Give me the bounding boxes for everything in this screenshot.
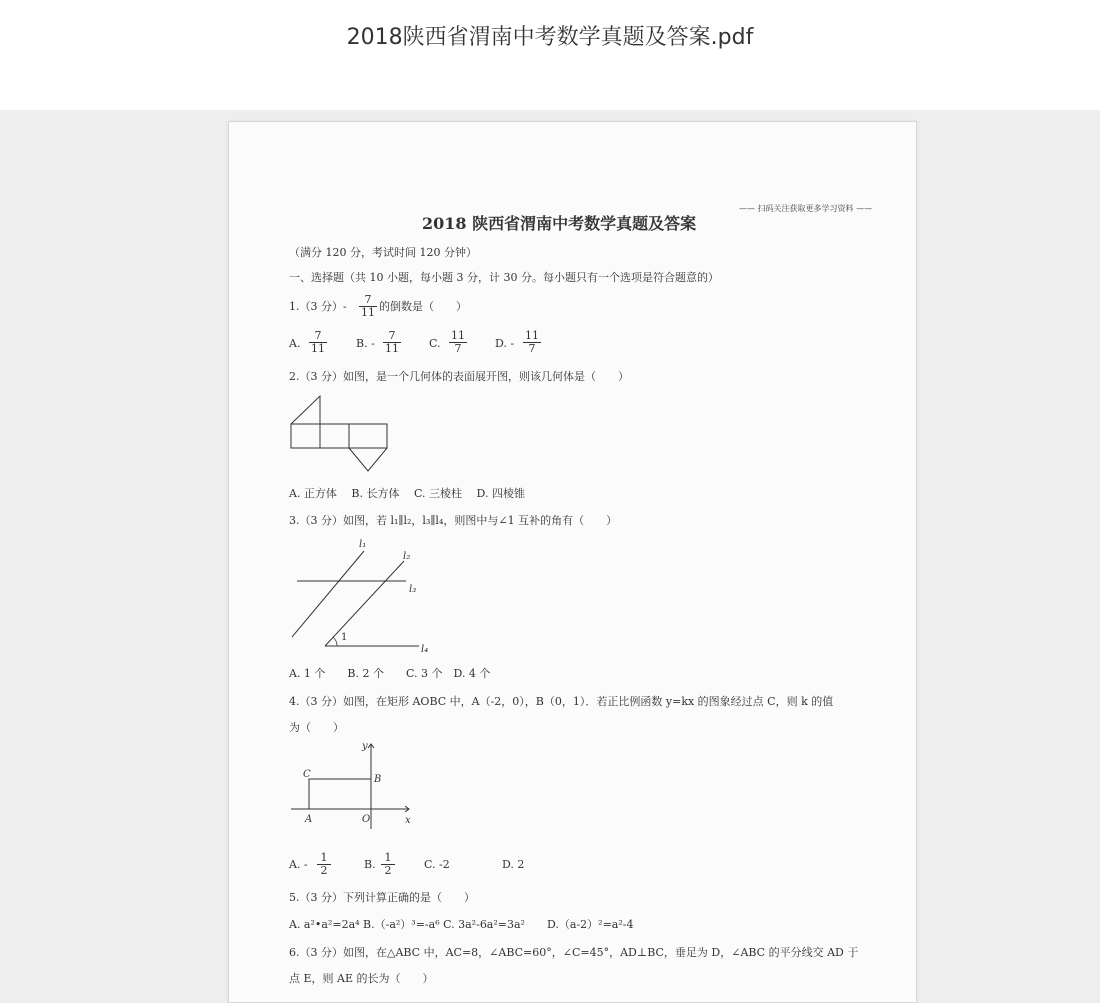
q1-option-b: $\frac{7}{11}$ <box>385 329 399 355</box>
q1-post: 的倒数是（ ） <box>379 300 467 313</box>
q4-label-x: x <box>405 815 411 826</box>
q4-option-d: D. 2 <box>502 858 525 871</box>
q2-text: 2.（3 分）如图，是一个几何体的表面展开图，则该几何体是（ ） <box>289 370 629 383</box>
q3-label-angle: 1 <box>341 632 348 643</box>
exam-meta: （满分 120 分，考试时间 120 分钟） <box>289 246 477 259</box>
q1-option-d-label: D. - <box>495 337 515 350</box>
q2-net-figure <box>289 394 389 474</box>
viewer-header <box>0 0 1100 110</box>
q4-label-c: C <box>303 769 311 780</box>
q4-label-b: B <box>374 774 382 785</box>
page-title: 2018 陕西省渭南中考数学真题及答案 <box>422 214 697 233</box>
q4-label-o: O <box>362 814 371 825</box>
q4-line2: 为（ ） <box>289 721 344 734</box>
q4-option-a: $\frac{1}{2}$ <box>317 852 331 877</box>
q1-fraction: $\frac{7}{11}$ <box>361 293 375 319</box>
q6-line2: 点 E，则 AE 的长为（ ） <box>289 972 434 985</box>
q3-label-l4: l₄ <box>421 644 429 655</box>
q1-pre: 1.（3 分）- <box>289 300 347 313</box>
q3-label-l2: l₂ <box>403 551 411 562</box>
q5-text: 5.（3 分）下列计算正确的是（ ） <box>289 891 475 904</box>
side-note: —— 扫码关注获取更多学习资料 —— <box>739 204 873 213</box>
q1-option-b-label: B. - <box>356 337 375 350</box>
q6-line1: 6.（3 分）如图，在△ABC 中，AC=8，∠ABC=60°，∠C=45°，AD⊥BC，垂足为 D，∠ABC 的平分线交 AD 于 <box>289 946 859 959</box>
q3-text: 3.（3 分）如图，若 l₁∥l₂，l₃∥l₄，则图中与∠1 互补的角有（ ） <box>289 514 618 527</box>
q1-option-d: $\frac{11}{7}$ <box>525 329 539 355</box>
q3-options: A. 1 个 B. 2 个 C. 3 个 D. 4 个 <box>289 667 491 680</box>
q3-lines-figure <box>289 534 449 654</box>
q2-options: A. 正方体 B. 长方体 C. 三棱柱 D. 四棱锥 <box>289 487 525 500</box>
q5-options: A. a²•a²=2a⁴ B.（-a²）³=-a⁶ C. 3a²-6a²=3a² D.（a-2）²=a²-4 <box>289 918 634 931</box>
q4-label-a: A <box>305 814 313 825</box>
q1-option-c-label: C. <box>429 337 441 350</box>
q4-line1: 4.（3 分）如图，在矩形 AOBC 中，A（-2，0），B（0，1）．若正比例函数 y=kx 的图象经过点 C，则 k 的值 <box>289 695 834 708</box>
q4-option-c: C. -2 <box>424 858 450 871</box>
pdf-page <box>228 121 917 1003</box>
q4-option-b: $\frac{1}{2}$ <box>381 852 395 877</box>
q4-option-b-label: B. <box>364 858 376 871</box>
q4-rectangle-figure <box>289 739 429 834</box>
q3-label-l1: l₁ <box>359 539 367 550</box>
q1-option-c: $\frac{11}{7}$ <box>451 329 465 355</box>
document-title: 2018陕西省渭南中考数学真题及答案.pdf <box>346 25 754 50</box>
section-heading: 一、选择题（共 10 小题，每小题 3 分，计 30 分。每小题只有一个选项是符合题意的） <box>289 271 719 284</box>
q4-option-a-label: A. - <box>289 858 308 871</box>
q1-option-a-label: A. <box>289 337 301 350</box>
q1-option-a: $\frac{7}{11}$ <box>311 329 325 355</box>
q4-label-y: y <box>362 741 368 752</box>
q3-label-l3: l₃ <box>409 584 417 595</box>
